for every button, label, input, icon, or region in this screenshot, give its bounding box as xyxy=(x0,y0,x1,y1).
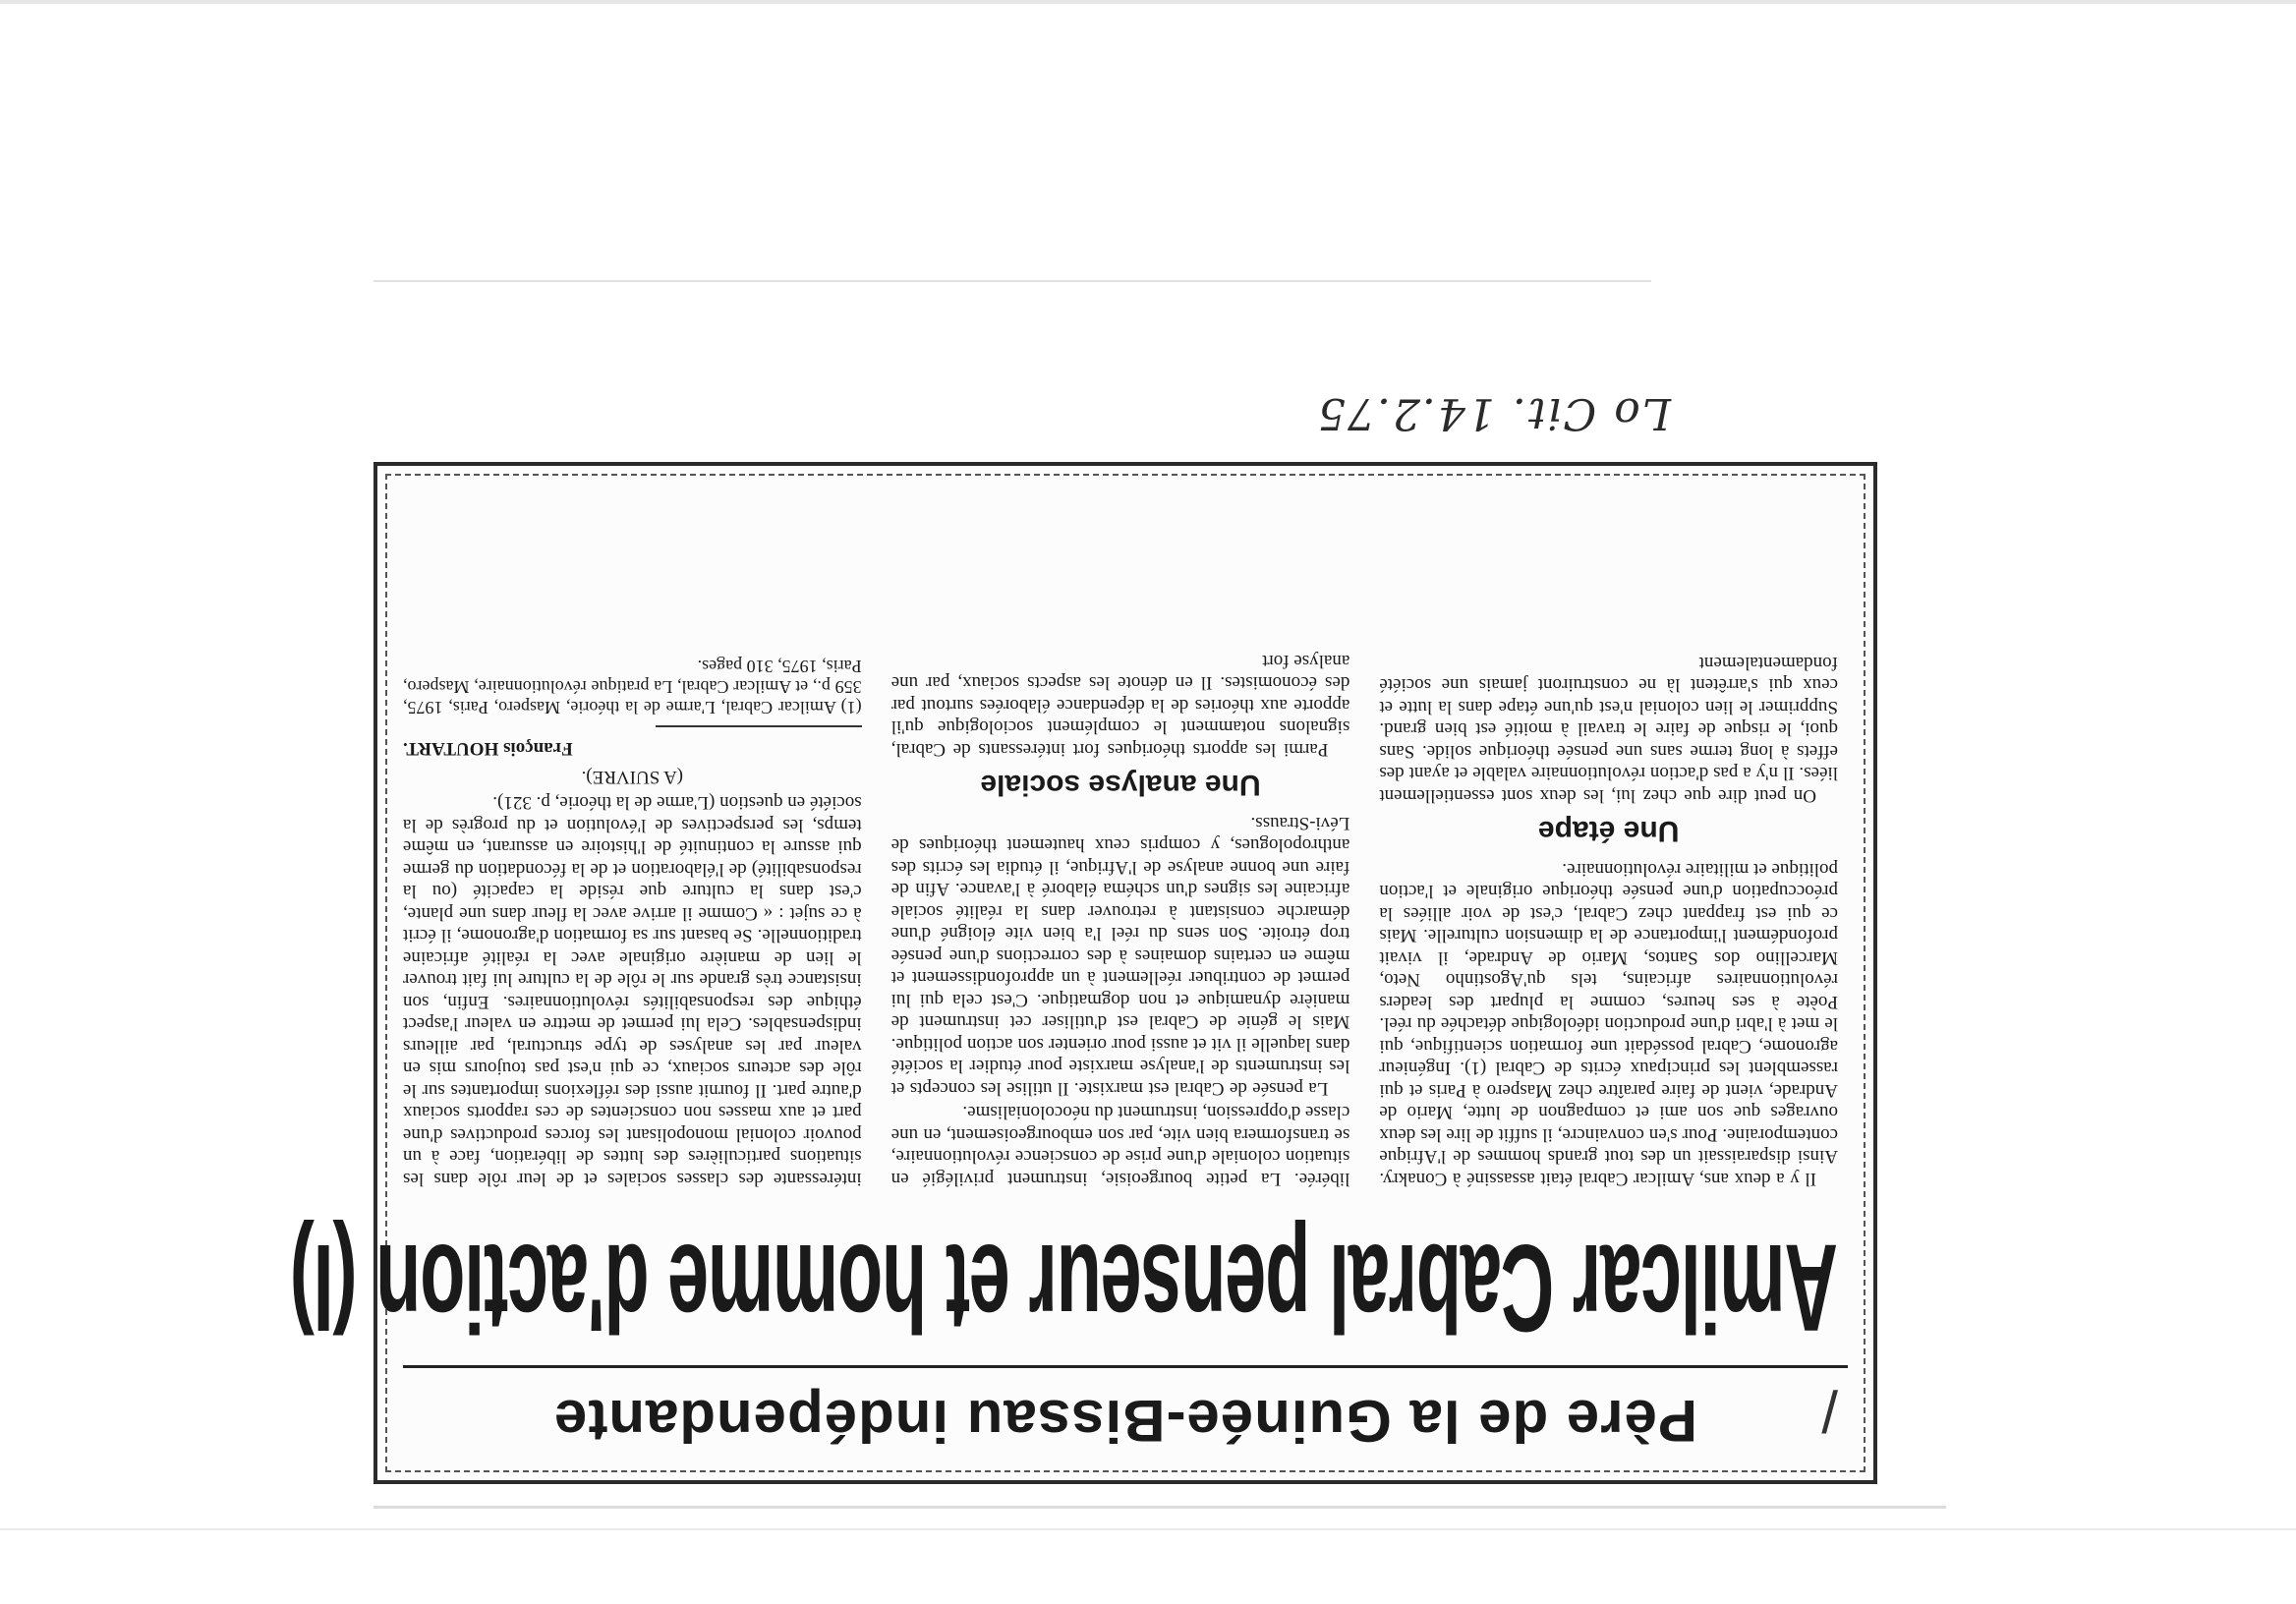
column-1 xyxy=(1379,482,1838,1189)
headline-rule xyxy=(403,1365,1848,1368)
column-2 xyxy=(891,482,1350,1189)
paragraph: La pensée de Cabral est marxiste. Il utilise les concepts et les instruments de l'analyse marxiste pour étudier la société dans laquelle il vit et aussi pour orienter son action politique. Mais le génie de Cabral est d'utiliser cet instrument de manière dynamique et non dogmatique. C'est cela qui lui permet de contribuer réellement à un approfondissement et même en certains domaines à des corrections d'une pensée trop étroite. Son sens du réel l'a bien vite éloigné d'une démarche consistant à retrouver dans la réalité sociale africaine les signes d'un schéma élaboré à l'avance. Afin de faire une bonne analyse de l'Afrique, il étudia les écrits des anthropologues, y compris ceux hautement théoriques de Lévi-Strauss. xyxy=(890,813,1350,1099)
footnote: (1) Amilcar Cabral, L'arme de la théorie, Maspero, Paris, 1975, 359 p., et Amilcar Cabral, La pratique révolutionnaire, Maspero, Paris, 1975, 310 pages. xyxy=(402,657,862,717)
to-be-continued: (A SUIVRE). xyxy=(581,767,684,787)
subheading: Une étape xyxy=(1537,815,1680,848)
footnote-rule xyxy=(656,725,862,727)
paragraph: On peut dire que chez lui, les deux sont essentiellement liées. Il n'y a pas d'action révolutionnaire valable et ayant des effets à long terme sans une pensée théorique solide. Sans quoi, le risque de faire le travail à moitié est bien grand. Supprimer le lien colonial n'est qu'une étape dans la lutte et ceux qui s'arrêtent là ne construiront jamais une société fondamentalement xyxy=(1379,653,1838,806)
article-body xyxy=(403,482,1838,1189)
pen-mark: / xyxy=(1821,1378,1838,1444)
newspaper-clipping xyxy=(290,462,1877,1484)
paragraph: intéressante des classes sociales et de leur rôle dans les situations particulières des luttes de libération, face à un pouvoir colonial monopolisant les forces productives d'une part et aux masses non conscientes de ces rapports sociaux d'autre part. Il fournit aussi des réflexions importantes sur le rôle des acteurs sociaux, ce qui n'est pas toujours mis en valeur par les analyses de type structural, par ailleurs indispensables. Cela lui permet de mettre en valeur l'aspect éthique des responsabilités révolutionnaires. Enfin, son insistance très grande sur le rôle de la culture lui fait trouver le lien de manière originale avec la réalité africaine traditionnelle. Se basant sur sa formation d'agronome, il écrit à ce sujet : « Comme il arrive avec la fleur dans une plante, c'est dans la culture que réside la capacité (ou la responsabilité) de l'élaboration et de la fécondation du germe qui assure la continuité de l'histoire en assurant, en même temps, les perspectives de l'évolution et du progrès de la société en question (L'arme de la théorie, p. 321). xyxy=(402,792,862,1189)
paragraph: Parmi les apports théoriques fort intéressants de Cabral, signalons notamment le complément sociologique qu'il apporte aux théories de la dépendance élaborées surtout par des économistes. Il en dénote les aspects sociaux, par une analyse fort xyxy=(890,651,1350,760)
scan-noise xyxy=(0,1528,2296,1530)
article-title: Amilcar Cabral penseur et homme d'action (I) xyxy=(290,1219,1838,1357)
paragraph: libérée. La petite bourgeoisie, instrument privilégié en situation coloniale d'une prise de conscience révolutionnaire, se transformera bien vite, par son embourgeoisement, en une classe d'oppression, instrument du néocolonialisme. xyxy=(890,1102,1350,1189)
scan-noise xyxy=(373,280,1651,282)
column-3 xyxy=(403,482,862,1189)
kicker-headline: Père de la Guinée-Bissau indépendante xyxy=(553,1388,1697,1454)
paragraph: Il y a deux ans, Amilcar Cabral était assassiné à Conakry. Ainsi disparaissait un des tout grands hommes de l'Afrique contemporaine. Pour s'en convaincre, il suffit de lire les deux ouvrages que son ami et compagnon de lutte, Mario de Andrade, vient de faire paraître chez Maspero à Paris et qui rassemblent les principaux écrits de Cabral (1). Ingénieur agronome, Cabral possédait une formation scientifique, qui le met à l'abri d'une production idéologique détachée du réel. Poète à ses heures, comme la plupart des leaders révolutionnaires africains, tels qu'Agostinho Neto, Marcellino dos Santos, Mario de Andrade, il vivait profondément l'importance de la dimension culturelle. Mais ce qui est frappant chez Cabral, c'est de voir alliées la préoccupation d'une pensée théorique originale et l'action politique et militaire révolutionnaire. xyxy=(1379,859,1838,1189)
scan-noise xyxy=(0,0,2296,4)
subheading: Une analyse sociale xyxy=(980,769,1261,802)
scan-noise xyxy=(373,1506,1946,1509)
handwritten-annotation: Lo Cit. 14.2.75 xyxy=(1315,388,1671,438)
author-signature: François HOUTART. xyxy=(402,738,573,760)
